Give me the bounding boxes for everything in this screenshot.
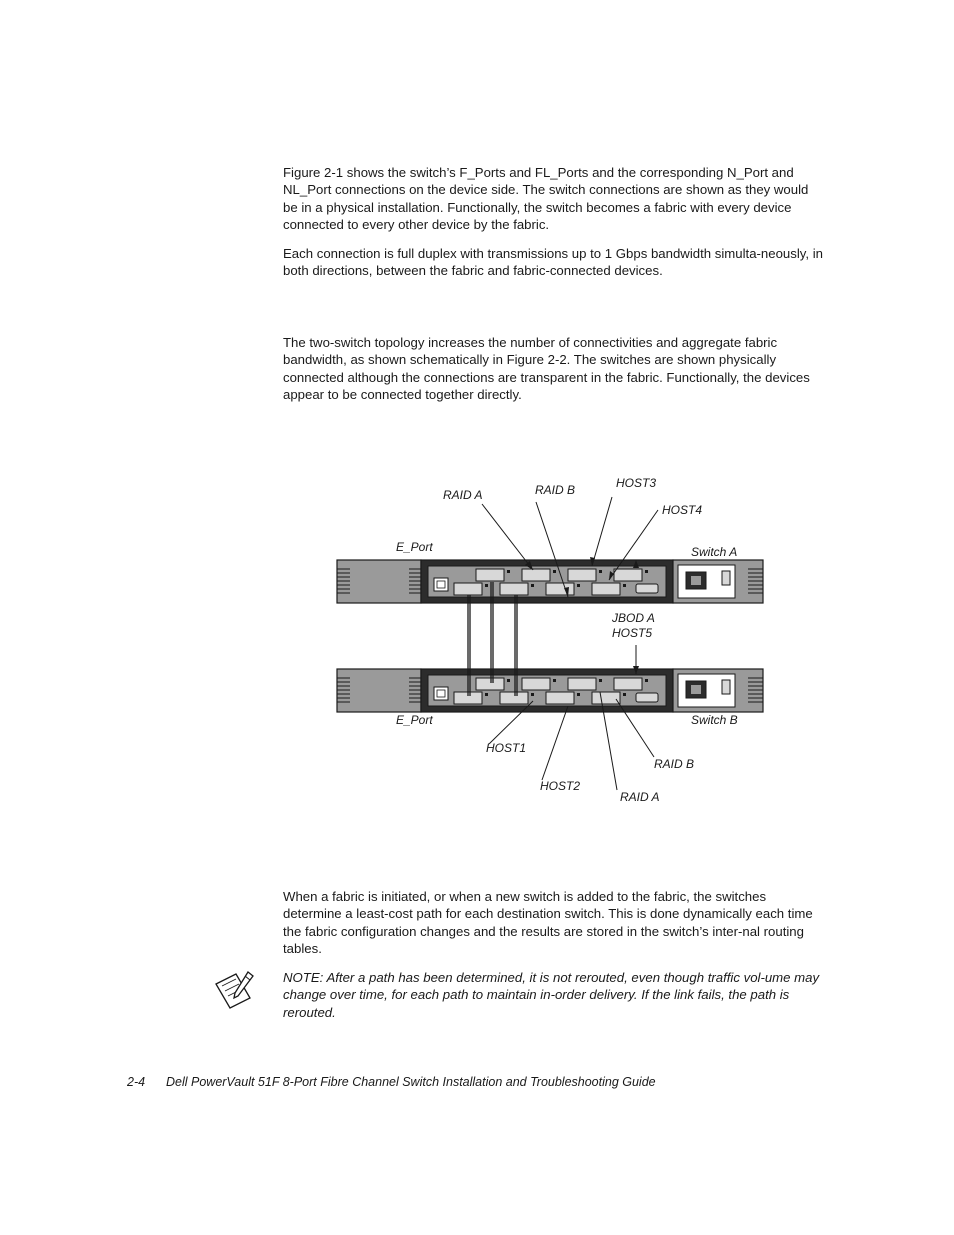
footer-guide-title: Dell PowerVault 51F 8-Port Fibre Channel Switch Installation and Troubleshooting Guide	[166, 1075, 656, 1089]
label-raid-b-bottom: RAID B	[654, 757, 695, 771]
note-pencil-icon	[212, 970, 256, 1010]
paragraph-f-ports: Figure 2-1 shows the switch’s F_Ports and FL_Ports and the corresponding N_Port and NL_Port connections on the device side. The switch connections are shown as they would be in a physical installation. Functionally, the switch becomes a fabric with every device connected to every other device by the fabric.	[283, 165, 809, 232]
paragraph-full-duplex: Each connection is full duplex with transmissions up to 1 Gbps bandwidth simulta-neously, in both directions, between the fabric and fabric-connected devices.	[283, 246, 823, 279]
label-host1: HOST1	[486, 741, 527, 755]
switch-b-chassis	[337, 669, 763, 712]
label-switch-a: Switch A	[691, 545, 738, 559]
label-host5: HOST5	[612, 626, 653, 640]
label-host3: HOST3	[616, 476, 657, 490]
label-host4: HOST4	[662, 503, 703, 517]
label-host2: HOST2	[540, 779, 581, 793]
label-e-port-top: E_Port	[396, 540, 433, 554]
footer-page-number: 2-4	[127, 1075, 146, 1089]
switch-a-chassis	[337, 560, 763, 603]
label-e-port-bottom: E_Port	[396, 713, 433, 727]
label-raid-b-top: RAID B	[535, 483, 576, 497]
label-switch-b: Switch B	[691, 713, 738, 727]
paragraph-least-cost-path: When a fabric is initiated, or when a new switch is added to the fabric, the switches determine a least-cost path for each destination switch. This is done dynamically each time the fabric configuration changes and the results are stored in the switch’s inter-nal routing tables.	[283, 889, 813, 956]
label-raid-a-bottom: RAID A	[620, 790, 660, 804]
note-text: NOTE: After a path has been determined, it is not rerouted, even though traffic vol-ume may change over time, for each path to maintain in-order delivery. If the link fails, the path is rerouted.	[283, 970, 820, 1020]
label-jbod-a: JBOD A	[612, 611, 655, 625]
two-switch-topology-figure	[320, 470, 790, 810]
label-raid-a-top: RAID A	[443, 488, 483, 502]
paragraph-two-switch: The two-switch topology increases the number of connectivities and aggregate fabric bandwidth, as shown schematically in Figure 2-2. The switches are shown physically connected although the connections are transparent in the fabric. Functionally, the devices appear to be connected together directly.	[283, 335, 810, 402]
